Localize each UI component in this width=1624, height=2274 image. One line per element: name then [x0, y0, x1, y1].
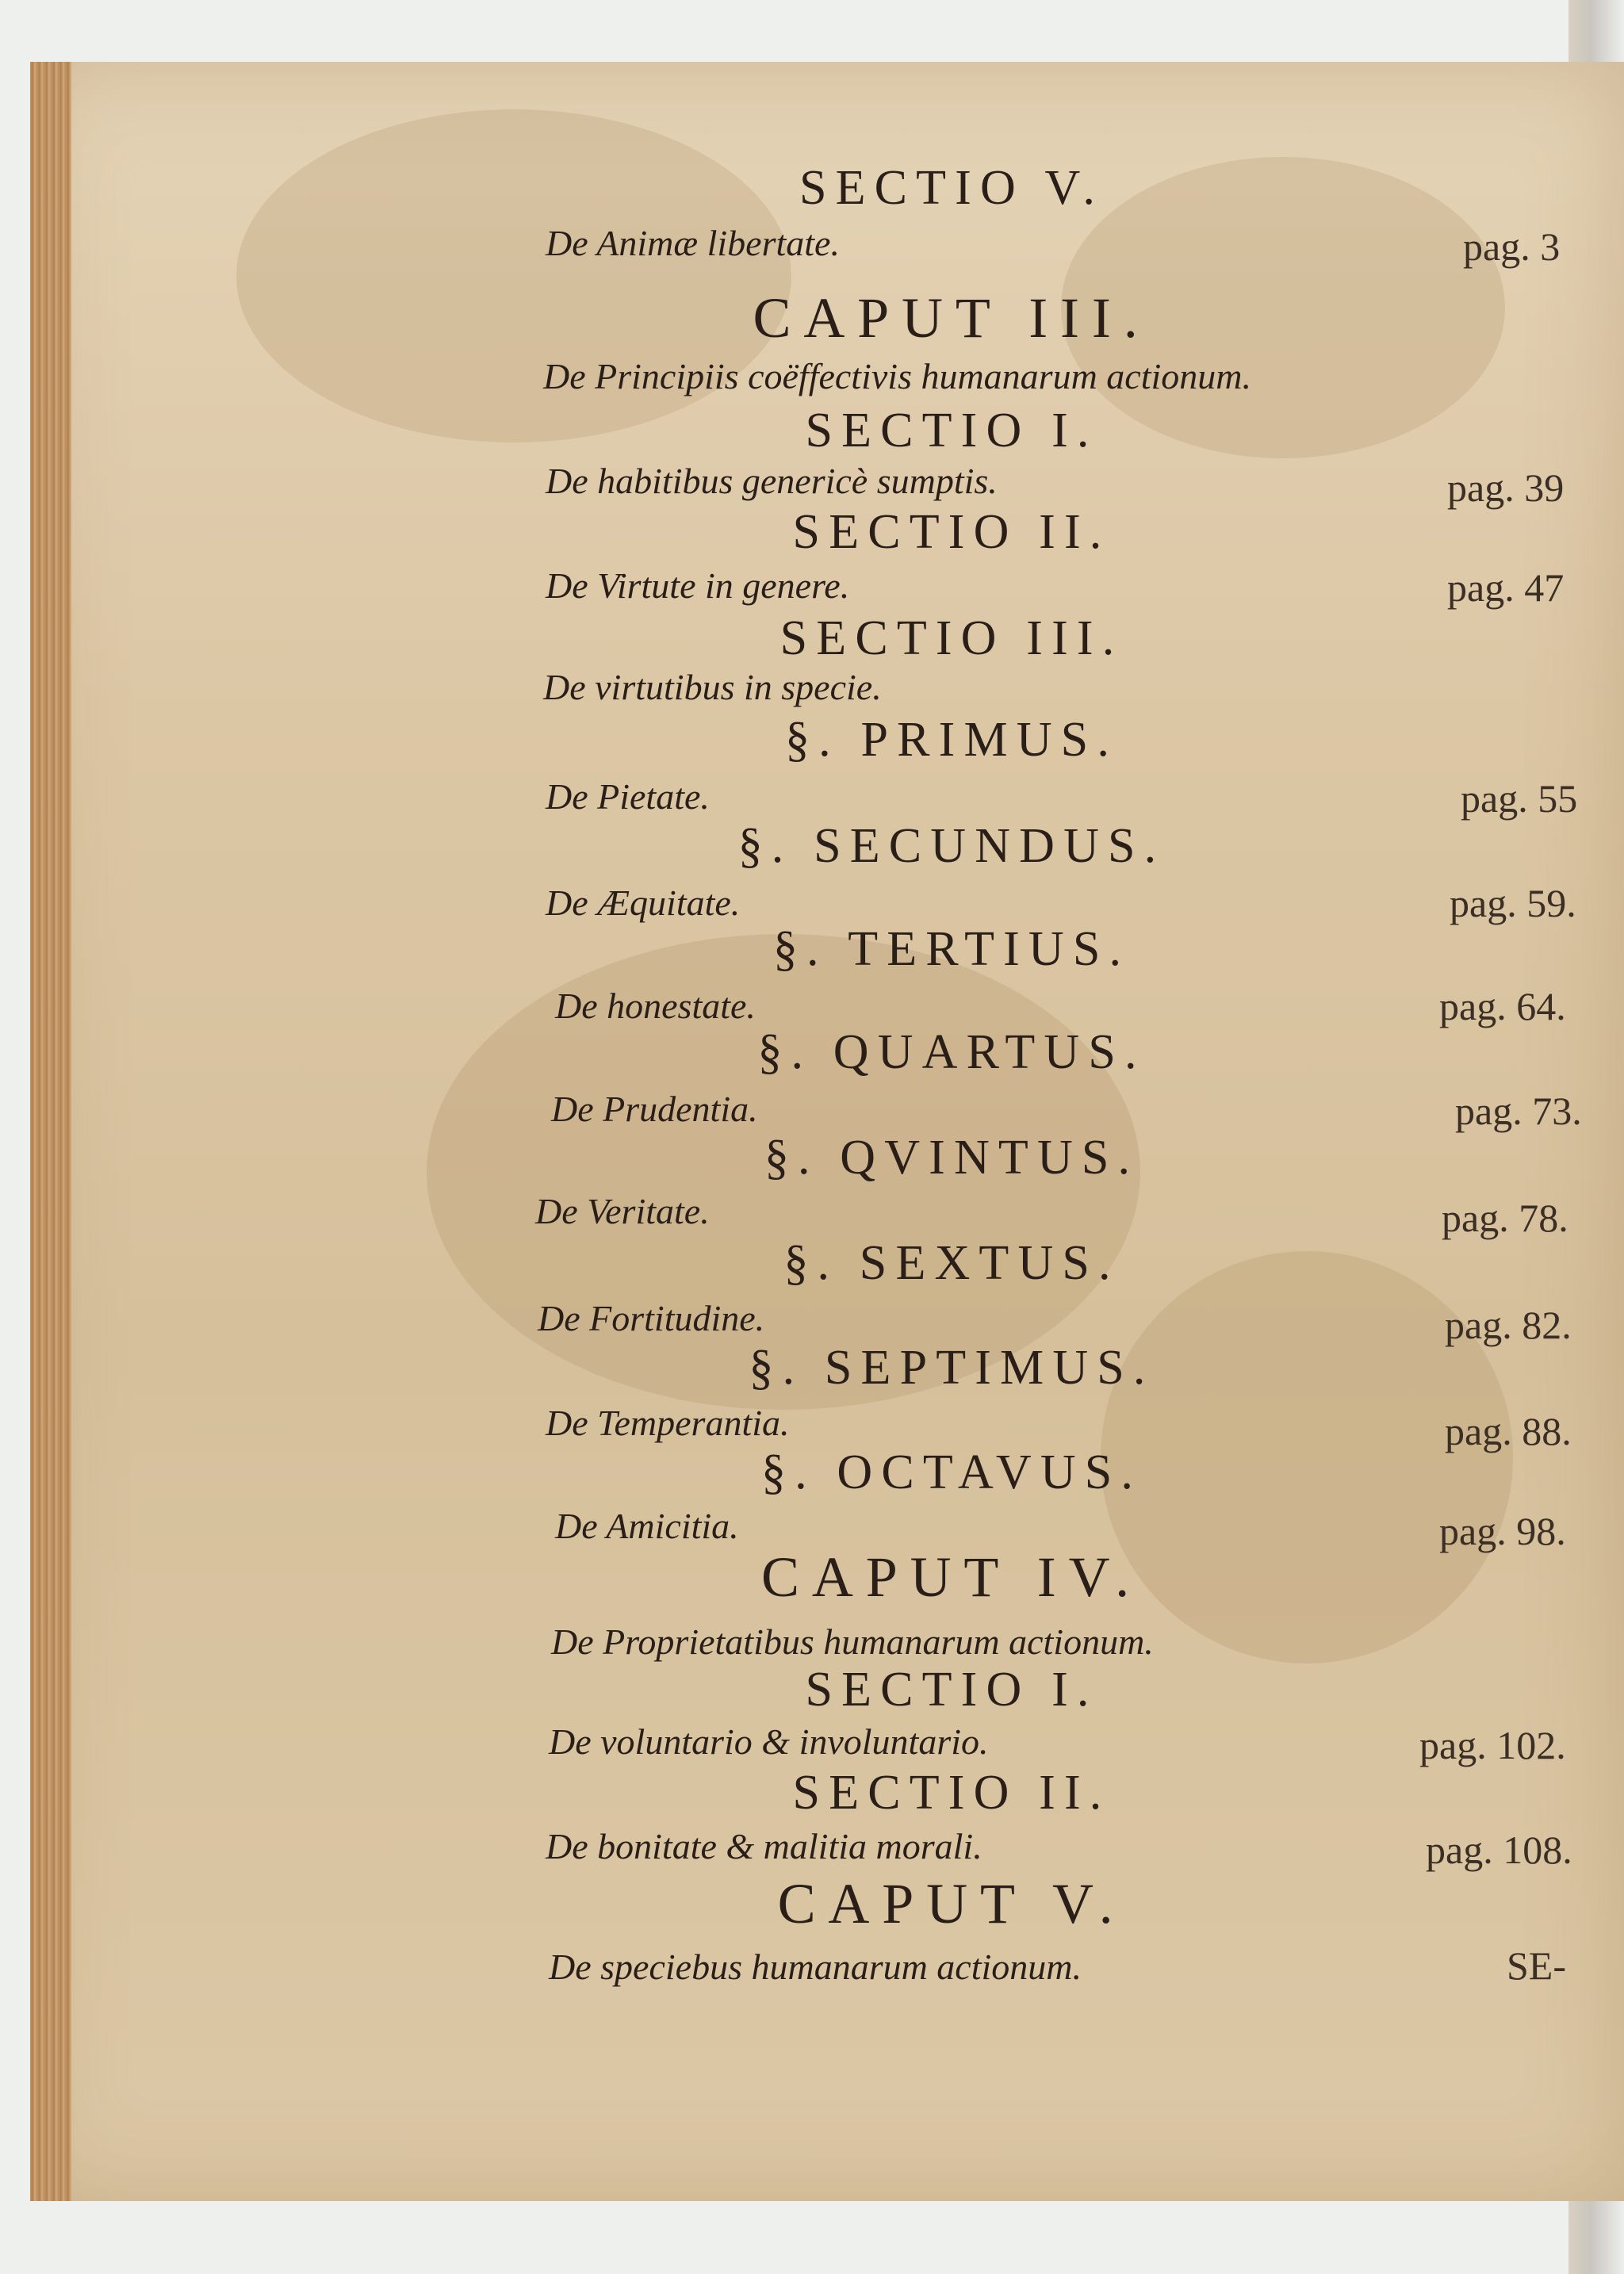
page-reference: pag. 55	[1461, 776, 1578, 821]
page-edges	[30, 62, 71, 2201]
entry-title: De Veritate.	[535, 1191, 710, 1231]
page-reference: pag. 64.	[1439, 984, 1566, 1028]
page-reference: pag. 78.	[1442, 1196, 1568, 1240]
entry-title: De Æquitate.	[546, 882, 741, 923]
section-heading: SECTIO III.	[779, 611, 1124, 665]
page-reference: pag. 73.	[1455, 1089, 1582, 1133]
page-reference: pag. 3	[1463, 224, 1561, 269]
toc-entry	[0, 818, 1624, 925]
entry-title: De bonitate & malitia morali.	[546, 1826, 982, 1866]
toc-entry	[0, 1024, 1624, 1133]
paragraph-heading: §. PRIMUS.	[785, 713, 1118, 767]
catchword: SE-	[1507, 1943, 1566, 1988]
chapter-heading: CAPUT III.	[753, 286, 1151, 350]
page-reference: pag. 47	[1447, 565, 1565, 610]
entry-title: De Proprietatibus humanarum actionum.	[551, 1621, 1154, 1662]
page-reference: pag. 108.	[1426, 1828, 1572, 1872]
paragraph-heading: §. TERTIUS.	[772, 922, 1131, 976]
chapter-heading: CAPUT V.	[777, 1872, 1126, 1935]
entry-title: De Virtute in genere.	[546, 565, 850, 606]
entry-title: De Pietate.	[546, 776, 710, 817]
entry-title: De Principiis coëffectivis humanarum actionum.	[543, 356, 1252, 396]
page-reference: pag. 98.	[1439, 1509, 1566, 1553]
section-heading: SECTIO I.	[805, 1663, 1098, 1717]
entry-title: De honestate.	[555, 986, 756, 1026]
entry-title: De Temperantia.	[546, 1403, 790, 1443]
chapter-heading: CAPUT IV.	[761, 1545, 1142, 1609]
paragraph-heading: §. OCTAVUS.	[760, 1445, 1143, 1499]
toc-entry	[0, 403, 1624, 510]
paragraph-heading: §. QUARTUS.	[757, 1025, 1146, 1079]
paragraph-heading: §. SEPTIMUS.	[749, 1341, 1155, 1395]
entry-title: De Amicitia.	[555, 1506, 739, 1546]
toc-entry	[0, 504, 1624, 610]
paragraph-heading: §. SEXTUS.	[783, 1236, 1120, 1290]
toc-entry	[0, 921, 1624, 1028]
toc-entry	[0, 1340, 1624, 1453]
page-reference: pag. 88.	[1445, 1409, 1572, 1453]
toc-entry	[0, 1130, 1624, 1240]
page-reference: pag. 39	[1447, 465, 1565, 510]
section-heading: SECTIO II.	[792, 1766, 1111, 1820]
toc-entry	[0, 1662, 1624, 1767]
entry-title: De habitibus genericè sumptis.	[546, 461, 998, 501]
entry-title: De virtutibus in specie.	[543, 667, 882, 707]
section-heading: SECTIO I.	[805, 404, 1098, 457]
page-reference: pag. 59.	[1450, 881, 1576, 925]
toc-entry	[0, 285, 1624, 396]
toc-entry	[0, 712, 1624, 821]
page-reference: pag. 82.	[1445, 1303, 1572, 1347]
section-heading: SECTIO V.	[799, 161, 1105, 215]
paragraph-heading: §. QVINTUS.	[764, 1131, 1139, 1185]
toc-entry	[0, 1871, 1624, 1988]
toc-entry	[0, 160, 1624, 269]
toc-entry	[0, 1765, 1624, 1872]
section-heading: SECTIO II.	[792, 505, 1111, 559]
entry-title: De Fortitudine.	[538, 1298, 765, 1338]
paragraph-heading: §. SECUNDUS.	[737, 819, 1166, 873]
page-reference: pag. 102.	[1419, 1723, 1566, 1767]
entry-title: De speciebus humanarum actionum.	[549, 1947, 1082, 1987]
entry-title: De voluntario & involuntario.	[549, 1721, 989, 1762]
entry-title: De Animæ libertate.	[546, 223, 840, 263]
toc-entry	[0, 1235, 1624, 1347]
entry-title: De Prudentia.	[551, 1089, 758, 1129]
